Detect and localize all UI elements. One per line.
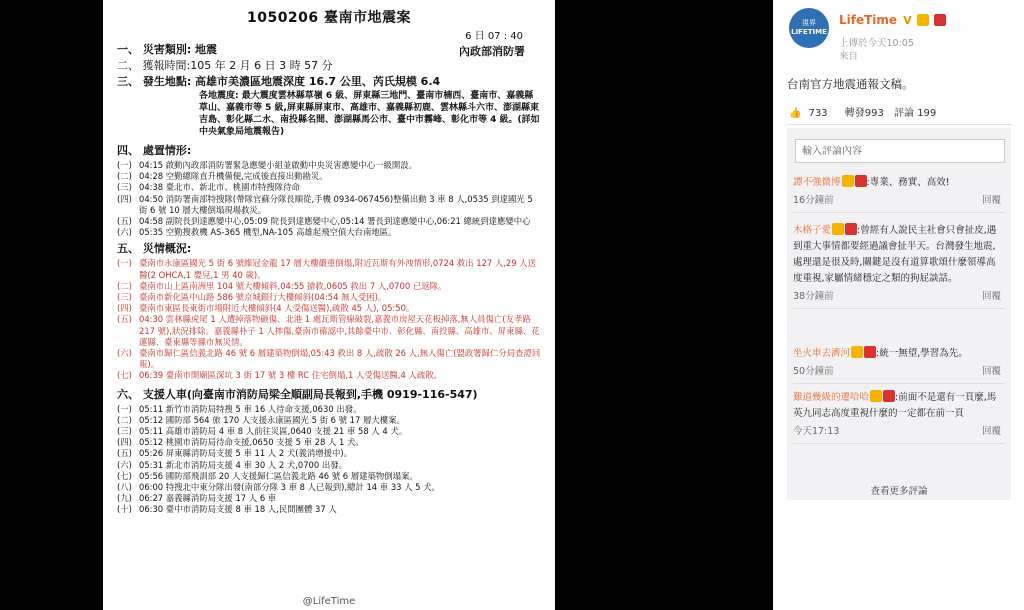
comment-user[interactable]: 難道幾級的遷哈哈 (793, 392, 870, 403)
comment-text: :統一無望,學習為先。 (876, 348, 968, 359)
comment-body (793, 223, 1005, 287)
comment-text: :專業、務實、高效! (866, 177, 950, 188)
verified-icon: V (903, 14, 912, 27)
comment-body (793, 390, 1005, 422)
item-text: 05:11 新竹市消防局特搜 5 車 16 人待命支援,0630 出發。 (139, 403, 362, 414)
item-number: (六) (117, 227, 132, 238)
vip-badge-icon (883, 390, 895, 402)
item-number: (六) (117, 459, 132, 470)
list-item (117, 194, 542, 216)
item-number: (五) (117, 216, 132, 227)
comment-input[interactable]: 輸入評論內容 (795, 139, 1005, 163)
item-text: 04:38 臺北市、新北市、桃園市特搜隊待命 (139, 182, 300, 193)
comment-item (793, 223, 1005, 309)
list-item (117, 348, 542, 370)
item-number: (四) (117, 303, 132, 314)
comment-section (787, 128, 1011, 500)
item-number: (一) (117, 403, 132, 414)
comment-body (793, 175, 1005, 191)
comment-user[interactable]: 譚不強微博 (793, 177, 841, 188)
item-text: 06:27 嘉義縣消防局支援 17 人 6 車 (139, 493, 277, 504)
vip-badge-icon (864, 346, 876, 358)
list-item (117, 258, 542, 280)
list-item (117, 448, 542, 459)
comment-user[interactable]: 木格子愛 (793, 225, 832, 236)
item-number: (七) (117, 370, 132, 381)
post-source: 來自 (839, 51, 859, 62)
item-text: 05:12 桃園市消防局待命支援,0650 支援 5 車 28 人 1 犬。 (139, 437, 364, 448)
reply-button[interactable]: 回覆 (981, 426, 1001, 437)
list-item (117, 460, 542, 471)
post-meta (839, 37, 914, 63)
section-location: 三、 發生地點: 高雄市美濃區地震深度 16.7 公里、芮氏規模 6.4 (117, 75, 441, 88)
item-number: (六) (117, 348, 132, 359)
list-item (117, 504, 542, 515)
section-category: 一、 災害類別: 地震 (117, 43, 218, 56)
item-number: (三) (117, 426, 132, 437)
comment-footer (793, 289, 1005, 305)
document-org: 內政部消防署 (459, 45, 525, 58)
item-text: 05:31 新北市消防局支援 4 車 30 人 2 犬,0700 出發。 (139, 459, 347, 470)
member-badge-icon (870, 390, 882, 402)
item-number: (五) (117, 314, 132, 325)
item-text: 臺南市東區長東街市場附近大樓傾斜(4 人受傷送醫),疏散 45 人), 05:50。 (139, 303, 415, 314)
list-item (117, 227, 542, 238)
document-body (117, 42, 542, 519)
list-item (117, 281, 542, 292)
item-number: (三) (117, 182, 132, 193)
reply-button[interactable]: 回覆 (981, 195, 1001, 206)
item-number: (二) (117, 171, 132, 182)
username-row (839, 13, 946, 27)
document-image[interactable] (103, 0, 555, 610)
more-comments-link[interactable]: 查看更多評論 (870, 486, 928, 497)
post-actions (789, 104, 943, 119)
item-text: 04:28 空勤總隊直升機備便,完成後直接出動勘災。 (139, 171, 328, 182)
section-disaster: 五、 災情概況: (117, 242, 192, 256)
thumbs-up-icon: 👍 (789, 108, 802, 119)
item-number: (五) (117, 448, 132, 459)
comment-user[interactable]: 坐火車去濟河 (793, 348, 851, 359)
list-item (117, 182, 542, 193)
comment-divider (793, 308, 1005, 309)
comment-time: 38分鐘前 (793, 291, 834, 302)
avatar[interactable] (789, 8, 829, 48)
support-list (117, 404, 542, 516)
like-button[interactable] (789, 108, 835, 119)
item-text: 臺南市永康區國光 5 街 6 號維冠金龍 17 層大樓嚴重倒塌,附近瓦斯有外洩情形,0724 救出 127 人,29 人送醫(2 OHCA,1 嬰兒,1 男 40 歲)。 (139, 258, 537, 280)
document-title: 1050206 臺南市地震案 (246, 10, 412, 26)
member-badge-icon (917, 14, 929, 26)
item-number: (十) (117, 504, 132, 515)
item-number: (一) (117, 160, 132, 170)
member-badge-icon (851, 346, 863, 358)
item-text: 05:12 國防部 564 旅 170 人支援永康區國光 5 街 6 號 17 層大樓案。 (139, 414, 405, 425)
item-number: (二) (117, 280, 132, 291)
section-report-time: 二、 獲報時間:105 年 2 月 6 日 3 時 57 分 (117, 59, 333, 72)
document-time: 6 日 07 : 40 (465, 31, 523, 42)
item-text: 05:35 空勤搜救機 AS-365 機型,NA-105 高雄起飛空偵大台南地區。 (139, 227, 397, 238)
list-item (117, 303, 542, 314)
handling-list (117, 160, 542, 238)
list-item (117, 471, 542, 482)
member-badge-icon (832, 223, 844, 235)
post-text: 台南官方地震通報文稿。 (787, 77, 914, 91)
item-text: 04:30 雲林縣虎尾 1 人遭掉落物砸傷、北港 1 處瓦斯管線破裂,嘉義市房屋天花板掉落,無人員傷亡(友孝路 217 號),狀況排除。嘉義縣朴子 1 人摔傷,臺南市確認中,其餘臺中市、彰化縣、南投縣、高雄市、屏東縣、花蓮縣、臺東縣等縣市無災情。 (139, 314, 540, 347)
repost-button[interactable]: 轉發993 (844, 108, 884, 119)
comment-divider (793, 383, 1005, 384)
reply-button[interactable]: 回覆 (981, 291, 1001, 302)
item-number: (四) (117, 193, 132, 204)
comment-divider (793, 212, 1005, 213)
item-text: 06:00 特搜北中東分隊出發(南部分隊 3 車 8 人已報到),總計 14 車 33 人 5 犬。 (139, 482, 440, 493)
list-item (117, 404, 542, 415)
avatar-line-1: 視界 (802, 19, 816, 27)
reply-button[interactable]: 回覆 (981, 366, 1001, 377)
item-number: (九) (117, 493, 132, 504)
comment-item (793, 346, 1005, 384)
item-number: (一) (117, 258, 132, 269)
comment-time: 今天17:13 (793, 426, 840, 437)
avatar-line-2: LIFETIME (791, 28, 827, 36)
list-item (117, 292, 542, 303)
weibo-side-panel (773, 0, 1024, 610)
comment-footer (793, 364, 1005, 380)
item-number: (七) (117, 470, 132, 481)
list-item (117, 437, 542, 448)
list-item (117, 415, 542, 426)
list-item (117, 370, 542, 381)
item-text: 臺南市歸仁區信義北路 46 號 6 層建築物倒塌,05:43 救出 8 人,疏散 26 人,無人傷亡(盟政署歸仁分局查證回報)。 (139, 348, 541, 370)
divider (787, 124, 1012, 125)
list-item (117, 314, 542, 348)
list-item (117, 426, 542, 437)
comment-footer (793, 424, 1005, 440)
item-number: (三) (117, 292, 132, 303)
username-link[interactable]: LifeTime (839, 13, 898, 27)
item-number: (二) (117, 414, 132, 425)
comment-time: 16分鐘前 (793, 195, 834, 206)
item-text: 06:30 臺中市消防局支援 8 車 18 人,民間團體 37 人 (139, 504, 337, 515)
comment-footer (793, 193, 1005, 209)
item-text: 05:11 高雄市消防局 4 車 8 人前往災區,0640 支援 21 車 58 人 4 犬。 (139, 426, 408, 437)
like-count: 733 (808, 108, 828, 119)
item-text: 05:56 國防部飛訓部 20 人支援歸仁區信義北路 46 號 6 層建築物倒塌案。 (139, 470, 418, 481)
item-text: 06:39 臺南市開廟區深坑 3 街 17 號 3 樓 RC 住宅倒塌,1 人受傷送醫,4 人疏散。 (139, 370, 442, 381)
disaster-list (117, 258, 542, 381)
list-item (117, 171, 542, 182)
comment-item (793, 175, 1005, 213)
list-item (117, 493, 542, 504)
list-item (117, 216, 542, 227)
item-number: (八) (117, 482, 132, 493)
member-badge-icon (842, 175, 854, 187)
item-number: (四) (117, 437, 132, 448)
item-text: 04:15 啟動內政部消防署緊急應變小組並啟動中央災害應變中心一級開設。 (139, 160, 418, 170)
comment-time: 50分鐘前 (793, 366, 834, 377)
vip-badge-icon (934, 14, 946, 26)
item-text: 04:58 副院長到達應變中心,05:09 院長到達應變中心,05:14 署長到達應變中心,06:21 總統到達應變中心 (139, 216, 531, 227)
list-item (117, 482, 542, 493)
item-text: 04:50 消防署南部特搜隊(帶隊官蘇分隊長順從,手機 0934-067456)整備出動 3 車 8 人,0535 到達國光 5 街 6 號 10 層大樓倒塌現場救災。 (139, 193, 533, 215)
comment-count-button[interactable]: 評論 199 (894, 108, 937, 119)
comment-body (793, 346, 1005, 362)
item-text: 臺南市山上區南洲里 104 號大樓傾斜,04:55 搶救,0605 救出 7 人,0700 已返隊。 (139, 280, 447, 291)
vip-badge-icon (845, 223, 857, 235)
comment-text: :曾經有人說民主社會只會扯皮,遇到重大事情都要經過議會扯半天。台灣發生地震,處理還是很及時,關鍵是沒有道算歌頌什麼領導高度重視,家屬情緒穩定之類的狗屁談話。 (793, 225, 997, 284)
section-support: 六、 支援人車(向臺南市消防局梁全順副局長報到,手機 0919-116-547) (117, 387, 478, 401)
comment-divider (793, 443, 1005, 444)
section-handling: 四、 處置情形: (117, 144, 192, 157)
post-time: 上傳於今天10:05 (839, 38, 914, 49)
list-item (117, 160, 542, 171)
comment-item (793, 390, 1005, 444)
item-text: 臺南市新化區中山路 586 號京城銀行大樓傾斜(04:54 無人受困)。 (139, 292, 387, 303)
comment-text: :前面不是還有一頁麼,馬英九同志高度重視什麼的一定都在前一頁 (793, 392, 997, 419)
section-intensity: 各地震度: 最大震度雲林縣草嶺 6 級、屏東縣三地門、臺南市楠西、臺南市、嘉義縣草山、嘉義市等 5 級,屏東縣屏東市、高雄市、嘉義縣初鹿、雲林縣斗六市、澎湖縣東吉島、彰化縣二水、南投縣名間、澎湖縣馬公市、臺中市霧峰、彰化市等 4 級。(詳如中央氣象局地震報告) (199, 91, 540, 137)
vip-badge-icon (855, 175, 867, 187)
item-text: 05:26 屏東縣消防局支援 5 車 11 人 2 犬(義消增援中)。 (139, 448, 352, 459)
watermark: @LifeTime (302, 596, 356, 607)
